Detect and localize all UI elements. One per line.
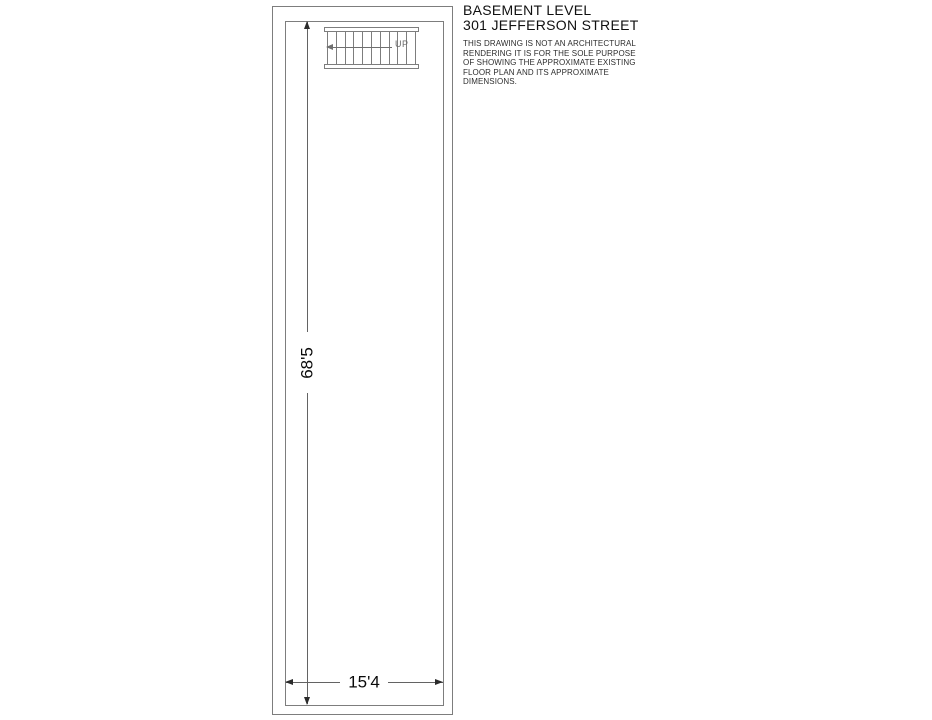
- drawing-title: BASEMENT LEVEL: [463, 2, 592, 18]
- dimension-arrow-up-icon: [304, 21, 310, 29]
- dimension-arrow-left-icon: [285, 679, 293, 685]
- stair-tread: [363, 32, 372, 64]
- staircase: [324, 27, 419, 69]
- stair-bottom-stringer: [324, 64, 419, 69]
- note-line: DIMENSIONS.: [463, 77, 517, 86]
- height-dimension-line-upper: [307, 22, 308, 332]
- width-dimension-line-left: [286, 682, 340, 683]
- stair-tread: [354, 32, 363, 64]
- stair-tread: [337, 32, 346, 64]
- stair-up-label: UP: [395, 39, 409, 49]
- stair-top-stringer: [324, 27, 419, 32]
- stair-tread: [346, 32, 355, 64]
- drawing-subtitle: 301 JEFFERSON STREET: [463, 16, 639, 33]
- note-line: FLOOR PLAN AND ITS APPROXIMATE: [463, 67, 609, 77]
- note-line: RENDERING IT IS FOR THE SOLE PURPOSE: [463, 48, 636, 58]
- title-block: [463, 3, 683, 87]
- stair-tread: [372, 32, 381, 64]
- stair-direction-arrow-icon: [326, 44, 333, 50]
- height-dimension-label: 68'5: [299, 344, 316, 382]
- height-dimension-line-lower: [307, 393, 308, 704]
- note-line: THIS DRAWING IS NOT AN ARCHITECTURAL: [463, 39, 636, 48]
- dimension-arrow-right-icon: [435, 679, 443, 685]
- note-line: OF SHOWING THE APPROXIMATE EXISTING: [463, 58, 636, 67]
- width-dimension-label: 15'4: [345, 674, 383, 691]
- dimension-arrow-down-icon: [304, 697, 310, 705]
- drawing-disclaimer-note: [463, 39, 683, 87]
- stair-tread: [381, 32, 390, 64]
- stair-direction-line: [331, 47, 392, 48]
